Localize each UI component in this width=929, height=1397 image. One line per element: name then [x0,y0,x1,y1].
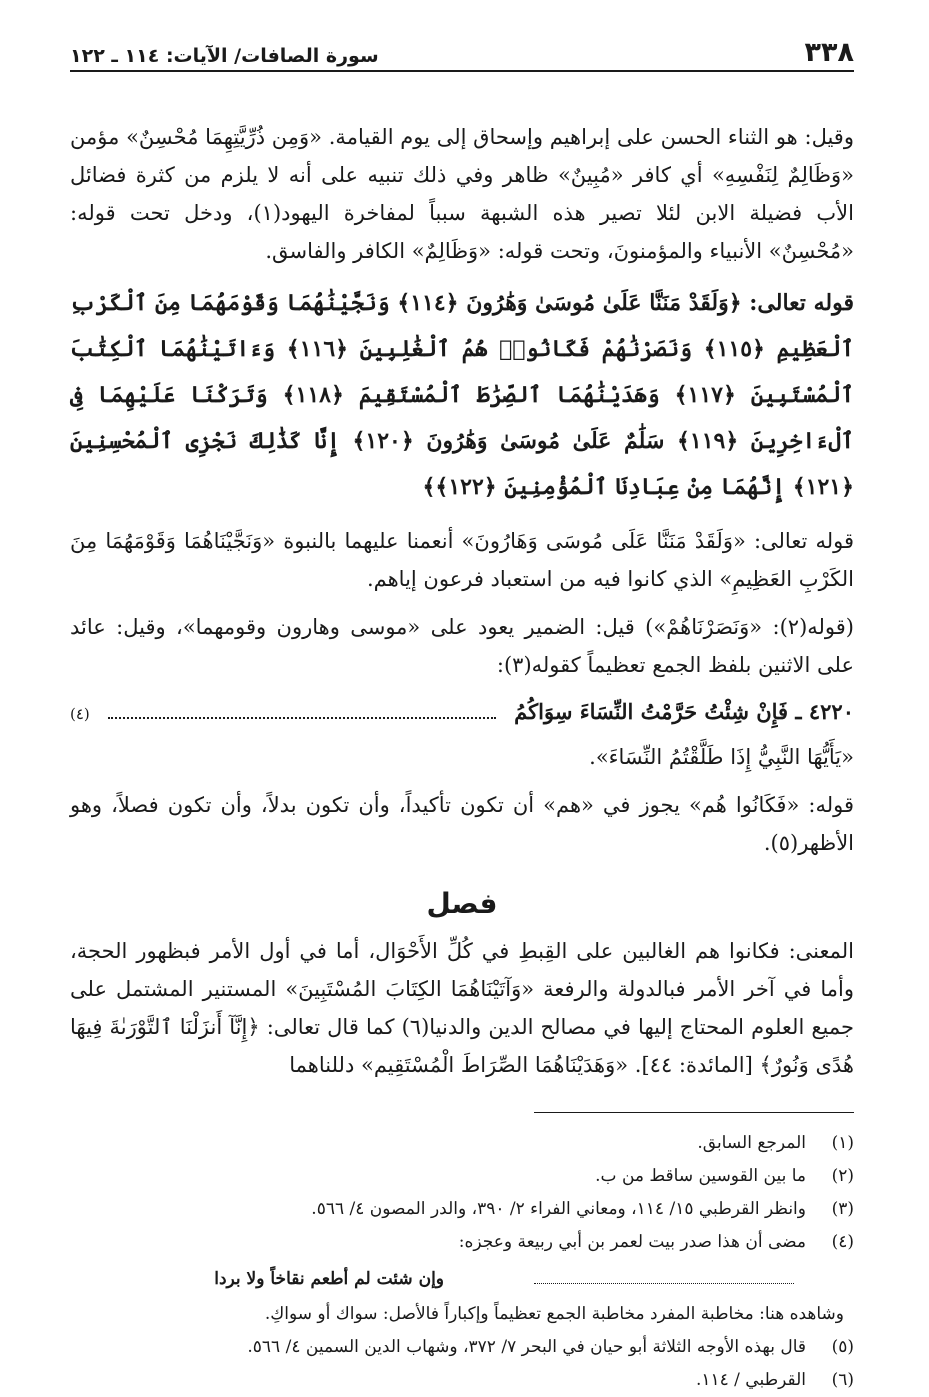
footnote-6 [70,1364,854,1397]
verse-footnote-ref: (٤) [70,705,90,723]
paragraph-3: (قوله(٢): «وَنَصَرْنَاهُمْ») قيل: الضمير يعود على «موسى وهارون وقومهما»، وقيل: عائد على الاثنين بلفظ الجمع تعظيماً كقوله(٣): [70,615,854,677]
verse-dots [108,716,496,719]
footnote-4-poem [70,1263,854,1296]
footnote-number: (٤) [831,1232,854,1252]
verse-text: ٤٢٢٠ ـ فَإِنْ شِئْتُ حَرَّمْتُ النِّسَاءَ سِوَاكُمُ [514,699,854,724]
paragraph-4: «يَأَيُّهَا النَّبِيُّ إِذَا طَلَّقْتُمُ النِّسَاءَ». [589,745,854,769]
quran-verses: قوله تعالى: ﴿وَلَقَدْ مَنَنَّا عَلَىٰ مُوسَىٰ وَهَٰرُونَ ﴿١١٤﴾ وَنَجَّيْنَٰهُمَا وَقَوْمَهُمَا مِنَ ٱلْكَرْبِ ٱلْعَظِيمِ ﴿١١٥﴾ وَنَصَرْنَٰهُمْ فَكَانُوا۟ هُمُ ٱلْغَٰلِبِينَ ﴿١١٦﴾ وَءَاتَيْنَٰهُمَا ٱلْكِتَٰبَ ٱلْمُسْتَبِينَ ﴿١١٧﴾ وَهَدَيْنَٰهُمَا ٱلصِّرَٰطَ ٱلْمُسْتَقِيمَ ﴿١١٨﴾ وَتَرَكْنَا عَلَيْهِمَا فِى ٱلْءَاخِرِينَ ﴿١١٩﴾ سَلَٰمٌ عَلَىٰ مُوسَىٰ وَهَٰرُونَ ﴿١٢٠﴾ إِنَّا كَذَٰلِكَ نَجْزِى ٱلْمُحْسِنِينَ ﴿١٢١﴾ إِنَّهُمَا مِنْ عِبَادِنَا ٱلْمُؤْمِنِينَ ﴿١٢٢﴾﴾ [70,290,854,500]
running-title: سورة الصافات/ الآيات: ١١٤ ـ ١٢٢ [70,45,379,67]
poetry-verse [70,694,854,732]
footnote-1 [70,1127,854,1160]
page-header [70,30,854,72]
footnote-text: القرطبي / ١١٤. [695,1370,806,1390]
footnote-text: مضى أن هذا صدر بيت لعمر بن أبي ربيعة وعجزه: [458,1232,806,1252]
footnote-text: قال بهذه الأوجه الثلاثة أبو حيان في البحر ٧/ ٣٧٢، وشهاب الدين السمين ٤/ ٥٦٦. [247,1337,806,1357]
footnote-4-continuation: وشاهده هنا: مخاطبة المفرد مخاطبة الجمع تعظيماً وإكباراً فالأصل: سواك أو سواكِ. [264,1304,844,1324]
paragraph-6: المعنى: فكانوا هم الغالبين على القِبطِ في كُلِّ الأَحْوَال، أما في أول الأمر فبظهور الحجة، وأما في آخر الأمر فبالدولة والرفعة «وَآتَيْنَاهُمَا الكِتَابَ المُسْتَبِينَ» المستنير المشتمل على جميع العلوم المحتاج إليها في مصالح الدين والدنيا(٦) كما قال تعالى: ﴿إِنَّآ أَنزَلْنَا ٱلتَّوْرَىٰةَ فِيهَا هُدًى وَنُورٌ﴾ [المائدة: ٤٤]. «وَهَدَيْنَاهُمَا الصِّرَاطَ الْمُسْتَقِيم» دللناهما [70,939,854,1077]
paragraph-1: وقيل: هو الثناء الحسن على إبراهيم وإسحاق إلى يوم القيامة. «وَمِن ذُرِّيَّتِهِمَا مُحْسِنٌ» مؤمن «وَظَالِمٌ لِنَفْسِهِ» أي كافر «مُبِينٌ» ظاهر وفي ذلك تنبيه على أنه لا يلزم من كثرة فضائل الأب فضيلة الابن لئلا تصير هذه الشبهة سبباً لمفاخرة اليهود(١)، ودخل تحت قوله: «مُحْسِنٌ» الأنبياء والمؤمنونَ، وتحت قوله: «وَظَالِمٌ» الكافر والفاسق. [70,125,854,263]
book-page [70,30,854,1390]
footnote-divider [534,1112,854,1113]
footnote-text: وانظر القرطبي ١٥/ ١١٤، ومعاني الفراء ٢/ ٣٩٠، والدر المصون ٤/ ٥٦٦. [311,1199,806,1219]
footnotes [70,1127,854,1397]
footnote-number: (٦) [831,1370,854,1390]
footnote-5 [70,1331,854,1364]
section-title: فصل [426,887,498,920]
poem-dots [534,1282,794,1284]
footnote-number: (٢) [831,1166,854,1186]
footnote-3 [70,1193,854,1226]
paragraph-2: قوله تعالى: «وَلَقَدْ مَنَنَّا عَلَى مُوسَى وَهَارُونَ» أنعمنا عليهما بالنبوة «وَنَجَّيْنَاهُمَا وَقَوْمَهُمَا مِنَ الكَرْبِ العَظِيمِ» الذي كانوا فيه من استعباد فرعون إياهم. [70,529,854,591]
footnote-text: المرجع السابق. [697,1133,806,1153]
main-text [70,118,854,1084]
footnote-number: (١) [831,1133,854,1153]
poem-hemistich: وإن شئت لم أطعم نقاخاً ولا بردا [214,1269,444,1289]
footnote-text: ما بين القوسين ساقط من ب. [595,1166,806,1186]
footnote-4 [70,1226,854,1259]
page-number: ٣٣٨ [804,37,854,68]
footnote-2 [70,1160,854,1193]
paragraph-5: قوله: «فَكَانُوا هُم» يجوز في «هم» أن تكون تأكيداً، وأن تكون بدلاً، وأن تكون فصلاً، وهو الأظهر(٥). [70,793,854,855]
footnote-number: (٣) [831,1199,854,1219]
footnote-number: (٥) [831,1337,854,1357]
